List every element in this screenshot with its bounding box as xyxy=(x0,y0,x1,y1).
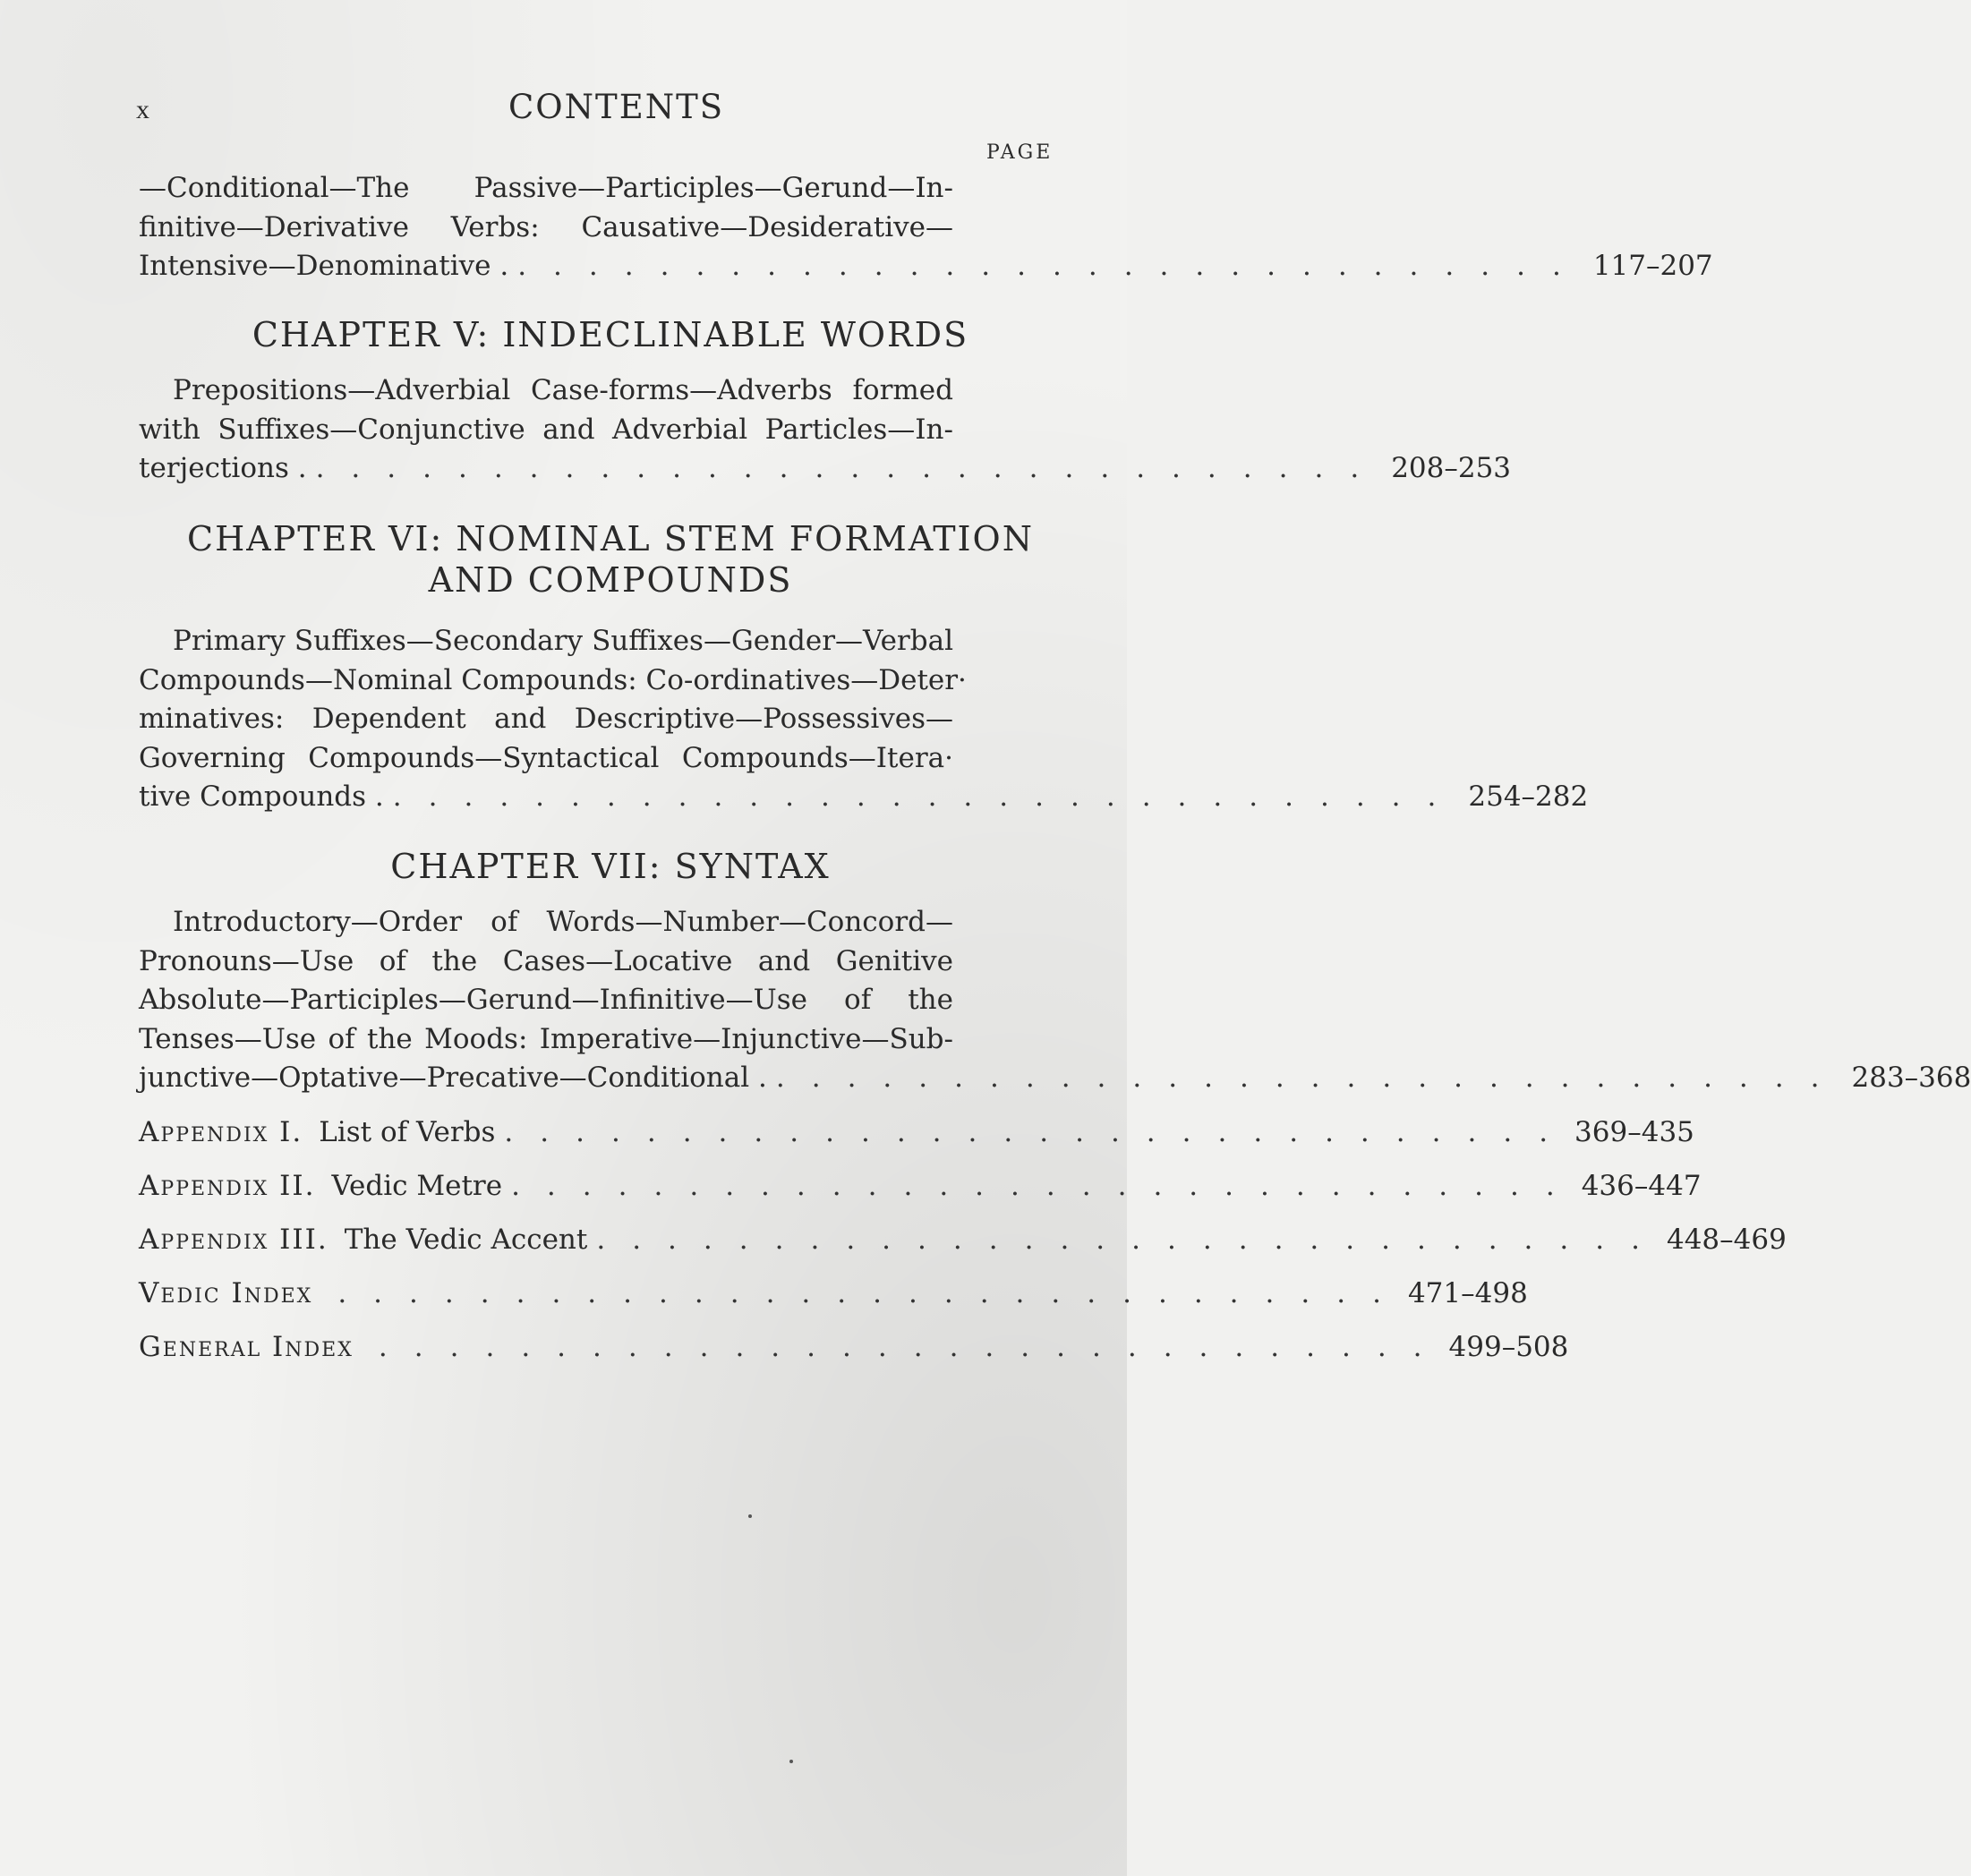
entry-last-line xyxy=(139,1059,1971,1098)
index-entry xyxy=(139,1328,1569,1367)
appendix-entry xyxy=(139,1167,1702,1206)
page-range: 369–435 xyxy=(1574,1116,1694,1148)
chapter-heading-line: AND COMPOUNDS xyxy=(428,560,793,600)
appendix-title: List of Verbs xyxy=(319,1116,496,1148)
entry-text: Intensive—Denominative . xyxy=(139,250,509,282)
entry-line: finitive—Derivative Verbs: Causative—Desiderative— xyxy=(139,210,953,243)
entry-line: Tenses—Use of the Moods: Imperative—Injunctive—Sub- xyxy=(139,1022,953,1055)
chapter-heading xyxy=(136,846,1085,887)
entry-line: Primary Suffixes—Secondary Suffixes—Gender—Verbal xyxy=(173,625,953,657)
chapter-entry xyxy=(139,903,1971,1098)
entry-line: Compounds—Nominal Compounds: Co-ordinatives—Deter· xyxy=(139,663,967,696)
entry-last-line xyxy=(139,247,1713,286)
leader-dots: .............................. xyxy=(504,1116,1575,1148)
leader-dots: .............................. xyxy=(596,1224,1667,1256)
entry-line: Governing Compounds—Syntactical Compounds—Itera· xyxy=(139,741,953,774)
page-range: 436–447 xyxy=(1581,1170,1702,1202)
leader-dots: .............................. xyxy=(392,780,1463,813)
leader-dots: .............................. xyxy=(337,1277,1408,1309)
leader-dots: .............................. xyxy=(315,452,1387,484)
paper-speck xyxy=(789,1760,793,1763)
leader-dots: .............................. xyxy=(517,250,1588,282)
leader-dots: .............................. xyxy=(775,1062,1847,1094)
page-number: x xyxy=(136,95,150,124)
chapter-heading xyxy=(136,518,1085,601)
entry-line: Prepositions—Adverbial Case-forms—Adverbs formed xyxy=(173,374,953,406)
appendix-entry xyxy=(139,1221,1787,1259)
appendix-title: Vedic Metre xyxy=(331,1170,503,1202)
entry-last-line xyxy=(139,449,1512,489)
chapter-heading-line: CHAPTER VI: NOMINAL STEM FORMATION xyxy=(187,519,1034,559)
page-range: 448–469 xyxy=(1666,1224,1787,1256)
paper-speck xyxy=(748,1514,752,1518)
index-label: Vedic Index xyxy=(139,1277,313,1309)
index-entry xyxy=(139,1275,1528,1313)
entry-text: terjections . xyxy=(139,452,307,484)
entry-line: with Suffixes—Conjunctive and Adverbial Particles—In- xyxy=(139,413,953,446)
page-range: 283–368 xyxy=(1851,1062,1971,1094)
leader-dots: .............................. xyxy=(511,1170,1582,1202)
running-head xyxy=(136,88,1085,132)
entry-text: junctive—Optative—Precative—Conditional . xyxy=(139,1062,767,1094)
chapter-heading-line: CHAPTER VII: SYNTAX xyxy=(390,847,831,886)
page-range: 471–498 xyxy=(1407,1277,1528,1309)
entry-line: minatives: Dependent and Descriptive—Possessives— xyxy=(139,703,953,735)
appendix-title: The Vedic Accent xyxy=(344,1224,588,1256)
entry-line: Introductory—Order of Words—Number—Concord— xyxy=(173,906,953,938)
entry-line: Pronouns—Use of the Cases—Locative and Genitive xyxy=(139,944,953,977)
appendix-label: Appendix II. xyxy=(139,1170,316,1202)
chapter-entry xyxy=(139,622,1589,817)
page-range: 499–508 xyxy=(1448,1331,1569,1363)
appendix-label: Appendix I. xyxy=(139,1116,303,1148)
appendix-label: Appendix III. xyxy=(139,1224,328,1256)
chapter-heading-line: CHAPTER V: INDECLINABLE WORDS xyxy=(252,315,969,354)
continuation-entry xyxy=(139,169,1713,286)
page-column-label: PAGE xyxy=(986,141,1054,164)
page-title: CONTENTS xyxy=(508,88,725,126)
entry-line: Absolute—Participles—Gerund—Infinitive—Use of the xyxy=(139,984,953,1016)
appendix-entry xyxy=(139,1113,1694,1152)
chapter-entry xyxy=(139,371,1512,489)
entry-line: —Conditional—The Passive—Participles—Gerund—In- xyxy=(139,172,953,204)
chapter-heading xyxy=(136,314,1085,355)
entry-last-line xyxy=(139,778,1589,817)
page-range: 254–282 xyxy=(1468,780,1589,813)
page-range: 117–207 xyxy=(1592,250,1713,282)
leader-dots: .............................. xyxy=(378,1331,1449,1363)
entry-text: tive Compounds . xyxy=(139,780,384,813)
page-range: 208–253 xyxy=(1391,452,1512,484)
index-label: General Index xyxy=(139,1331,354,1363)
